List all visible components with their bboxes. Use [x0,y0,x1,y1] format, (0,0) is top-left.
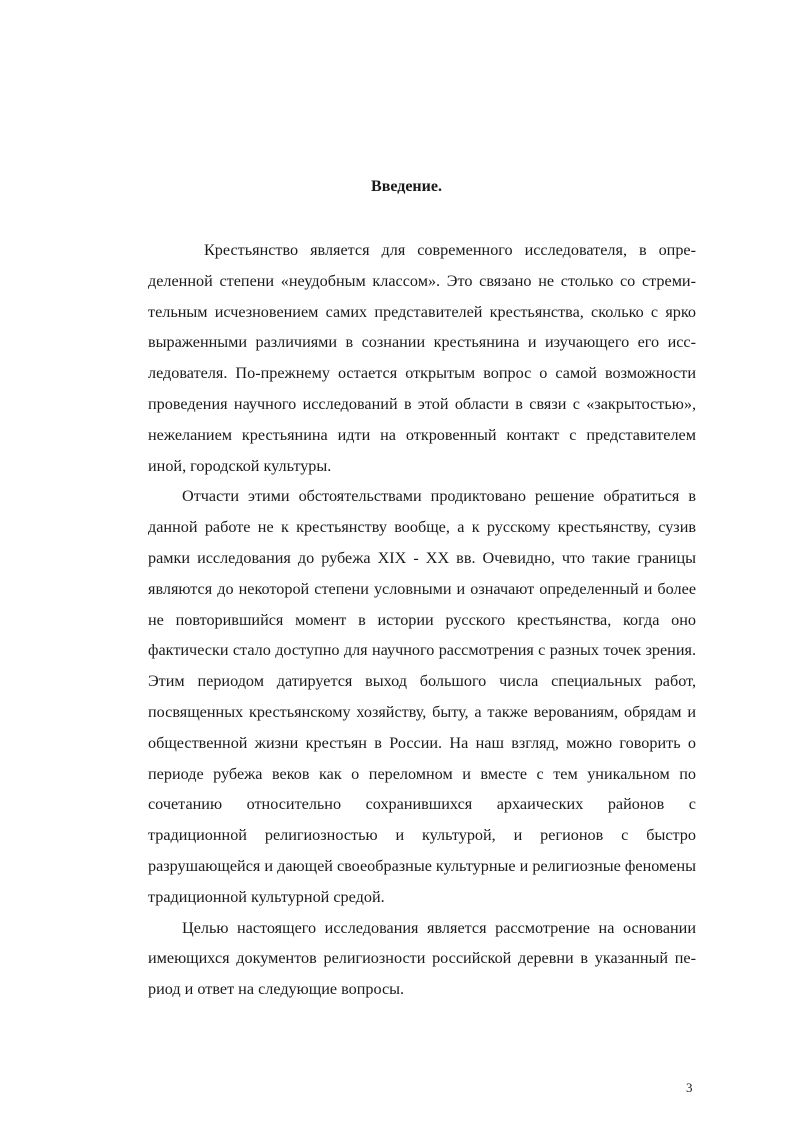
paragraph-3: Целью настоящего исследования является рассмотрение на основании имеющихся документов религиозности российской деревни в указанный период и ответ на следующие вопросы. [148,918,696,999]
section-title [0,176,793,198]
paragraph-1: Крестьянство является для современного исследователя, в определенной степени «неудобным классом». Это связано не столько со стремительным исчезновением самих представителей крестьянства, сколько с ярко выраженными различиями в сознании крестьянина и изучающего его исследователя. По-прежнему остается открытым вопрос о самой возможности проведения научного исследований в этой области в связи с «закрытостью», нежеланием крестьянина идти на откровенный контакт с представителем иной, городской культуры. [148,241,696,475]
page-number: 3 [686,1080,693,1095]
body-text [148,235,696,1005]
section-title-text: Введение. [371,178,442,195]
paragraph-2: Отчасти этими обстоятельствами продиктовано решение обратиться в данной работе не к крестьянству вообще, а к русскому крестьянству, сузив рамки исследования до рубежа XIX - XX вв. Очевидно, что такие границы являются до некоторой степени условными и означают определенный и более не повторившийся момент в истории русского крестьянства, когда оно фактически стало доступно для научного рассмотрения с разных точек зрения. Этим периодом датируется выход большого числа специальных работ, посвященных крестьянскому хозяйству, быту, а также верованиям, обрядам и общественной жизни крестьян в России. На наш взгляд, можно говорить о периоде рубежа веков как о переломном и вместе с тем уникальном по сочетанию относительно сохранившихся архаических районов с традиционной религиозностью и культурой, и регионов с быстро разрушающейся и дающей своеобразные культурные и религиозные феномены традиционной культурной средой. [148,487,696,906]
